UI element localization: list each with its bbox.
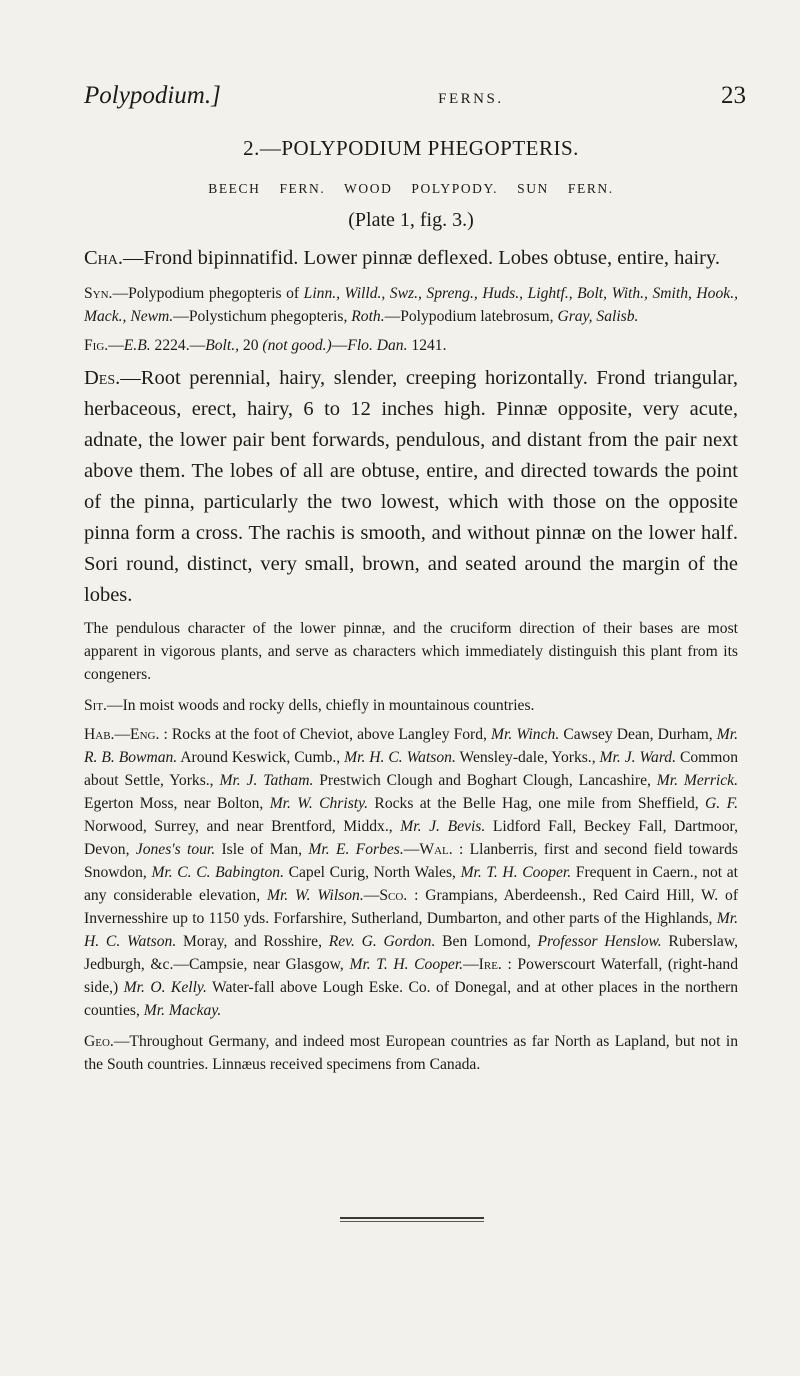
hab-collector: Mr. T. H. Cooper. <box>460 864 572 881</box>
note-paragraph: The pendulous character of the lower pinnæ, and the cruciform direction of their bases are most apparent in vigorous plants, and serve as characters which immediately distinguish this plant from its congeners. <box>84 620 738 683</box>
geo-label: Geo. <box>84 1033 114 1050</box>
synonyms-paragraph <box>84 282 738 328</box>
des-label: Des. <box>84 367 121 389</box>
hab-text: Prestwich Clough and Boghart Clough, Lancashire, <box>313 772 657 789</box>
syn-label: Syn. <box>84 285 113 302</box>
hab-text: : Llanberris, first and second field towards Snowdon, <box>84 841 738 881</box>
plate-reference: (Plate 1, fig. 3.) <box>348 209 474 231</box>
hab-collector: Mr. Mackay. <box>143 1002 222 1019</box>
hab-collector: Mr. H. C. Watson. <box>84 910 738 950</box>
hab-collector: Mr. J. Tatham. <box>219 772 314 789</box>
fig-ref-4: Flo. Dan. <box>347 337 408 354</box>
page-number: 23 <box>720 82 746 109</box>
hab-text: Common about Settle, Yorks., <box>84 749 739 789</box>
syn-authorities-1: Linn., Willd., Swz., Spreng., Huds., Lightf., Bolt, With., Smith, Hook., Mack., Newm. <box>84 285 738 325</box>
page-body <box>84 136 738 1076</box>
hab-text: Frequent in Caern., not at any considerable elevation, <box>84 864 738 904</box>
hab-collector: Jones's tour. <box>135 841 216 858</box>
sit-label: Sit. <box>84 697 107 714</box>
fig-text-2: 2224.— <box>150 337 206 354</box>
hab-collector: Rev. G. Gordon. <box>328 933 436 950</box>
hab-text: Water-fall above Lough Eske. Co. of Donegal, and at other places in the northern counties, <box>84 979 738 1019</box>
sco-label: Sco. <box>379 887 408 904</box>
hab-text: Wensley-dale, Yorks., <box>455 749 600 766</box>
hab-text: Ruberslaw, Jedburgh, &c.—Campsie, near Glasgow, <box>84 933 738 973</box>
hab-collector: Mr. W. Christy. <box>269 795 369 812</box>
hab-collector: Mr. Merrick. <box>656 772 739 789</box>
common-names: BEECH FERN. WOOD POLYPODY. SUN FERN. <box>208 181 614 196</box>
hab-text: Cawsey Dean, Durham, <box>559 726 717 743</box>
hab-collector: Professor Henslow. <box>537 933 662 950</box>
syn-authorities-3: Gray, Salisb. <box>557 308 639 325</box>
fig-ref-3: (not good.) <box>262 337 332 354</box>
des-text: —Root perennial, hairy, slender, creeping horizontally. Frond triangular, herbaceous, erect, hairy, 6 to 12 inches high. Pinnæ opposite, very acute, adnate, the lower pair bent forwards, pendulous, and distant from the pair next above them. The lobes of all are obtuse, entire, and directed towards the point of the pinna, particularly the two lowest, which with those on the opposite pinna form a cross. The rachis is smooth, and without pinnæ on the lower half. Sori round, distinct, very small, brown, and seated around the margin of the lobes. <box>84 367 738 606</box>
end-rule <box>340 1217 484 1219</box>
hab-text: Ben Lomond, <box>435 933 538 950</box>
hab-label: Hab. <box>84 726 115 743</box>
cha-label: Cha. <box>84 247 124 269</box>
running-section: FERNS. <box>438 91 504 107</box>
syn-text-1: —Polypodium phegopteris of <box>112 285 304 302</box>
hab-text: Capel Curig, North Wales, <box>283 864 461 881</box>
hab-text: Rocks at the Belle Hag, one mile from Sheffield, <box>368 795 706 812</box>
fig-ref-2: Bolt., <box>205 337 240 354</box>
fig-label: Fig. <box>84 337 109 354</box>
hab-text: Around Keswick, Cumb., <box>177 749 345 766</box>
hab-collector: Mr. Winch. <box>491 726 560 743</box>
hab-collector: G. F. <box>705 795 738 812</box>
hab-text: Moray, and Rosshire, <box>176 933 329 950</box>
geo-text: —Throughout Germany, and indeed most European countries as far North as Lapland, but not in the South countries. Linnæus received specimens from Canada. <box>84 1033 738 1073</box>
hab-text: Egerton Moss, near Bolton, <box>84 795 270 812</box>
fig-text-3: 20 <box>239 337 263 354</box>
fig-text-1: — <box>108 337 124 354</box>
fig-text-4: — <box>331 337 348 354</box>
syn-authorities-2: Roth. <box>351 308 385 325</box>
cha-text: —Frond bipinnatifid. Lower pinnæ deflexed. Lobes obtuse, entire, hairy. <box>123 247 721 269</box>
fig-ref-1: E.B. <box>123 337 151 354</box>
situation-paragraph <box>84 694 738 717</box>
character-paragraph <box>84 243 738 274</box>
page-header <box>84 82 746 116</box>
hab-text: Norwood, Surrey, and near Brentford, Middx., <box>84 818 401 835</box>
hab-text: : Powerscourt Waterfall, (right-hand side,) <box>84 956 738 996</box>
sit-text: —In moist woods and rocky dells, chiefly in mountainous countries. <box>106 697 535 714</box>
description-paragraph <box>84 363 738 611</box>
hab-text: : Grampians, Aberdeensh., Red Caird Hill, W. of Invernesshire up to 1150 yds. Forfarshire, Sutherland, Dumbarton, and other parts of the Highlands, <box>84 887 739 927</box>
ire-label: Ire. <box>478 956 502 973</box>
hab-collector: Mr. C. C. Babington. <box>151 864 284 881</box>
end-rule-thin <box>340 1221 484 1222</box>
geography-paragraph <box>84 1030 738 1076</box>
hab-text: Isle of Man, <box>215 841 309 858</box>
hab-collector: Mr. J. Ward. <box>599 749 677 766</box>
hab-text: : Rocks at the foot of Cheviot, above Langley Ford, <box>159 726 492 743</box>
running-head: Polypodium.] <box>84 82 221 109</box>
hab-collector: Mr. W. Wilson. <box>266 887 364 904</box>
syn-text-2: —Polystichum phegopteris, <box>173 308 352 325</box>
fig-text-5: 1241. <box>407 337 447 354</box>
hab-collector: Mr. J. Bevis. <box>400 818 486 835</box>
syn-text-3: —Polypodium latebrosum, <box>384 308 558 325</box>
species-title: 2.—POLYPODIUM PHEGOPTERIS. <box>243 136 579 160</box>
hab-collector: Mr. O. Kelly. <box>123 979 207 996</box>
wal-label: Wal. <box>419 841 453 858</box>
eng-label: Eng. <box>130 726 160 743</box>
hab-collector: Mr. E. Forbes. <box>308 841 404 858</box>
hab-collector: Mr. H. C. Watson. <box>344 749 456 766</box>
hab-text: Lidford Fall, Beckey Fall, Dartmoor, Devon, <box>84 818 738 858</box>
hab-collector: Mr. R. B. Bowman. <box>84 726 738 766</box>
figures-paragraph <box>84 334 738 357</box>
hab-collector: Mr. T. H. Cooper. <box>349 956 464 973</box>
habitat-paragraph: Hab.—Eng. : Rocks at the foot of Cheviot, above Langley Ford, Mr. Winch. Cawsey Dean, Durham, Mr. R. B. Bowman. Around Keswick, Cumb., Mr. H. C. Watson. Wensley-dale, Yorks., Mr. J. Ward. Common about Settle, Yorks., Mr. J. Tatham. Prestwich Clough and Boghart Clough, Lancashire, Mr. Merrick. Egerton Moss, near Bolton, Mr. W. Christy. Rocks at the Belle Hag, one mile from Sheffield, G. F. Norwood, Surrey, and near Brentford, Middx., Mr. J. Bevis. Lidford Fall, Beckey Fall, Dartmoor, Devon, Jones's tour. Isle of Man, Mr. E. Forbes.—Wal. : Llanberris, first and second field towards Snowdon, Mr. C. C. Babington. Capel Curig, North Wales, Mr. T. H. Cooper. Frequent in Caern., not at any considerable elevation, Mr. W. Wilson.—Sco. : Grampians, Aberdeensh., Red Caird Hill, W. of Invernesshire up to 1150 yds. Forfarshire, Sutherland, Dumbarton, and other parts of the Highlands, Mr. H. C. Watson. Moray, and Rosshire, Rev. G. Gordon. Ben Lomond, Professor Henslow. Ruberslaw, Jedburgh, &c.—Campsie, near Glasgow, Mr. T. H. Cooper.—Ire. : Powerscourt Waterfall, (right-hand side,) Mr. O. Kelly. Water-fall above Lough Eske. Co. of Donegal, and at other places in the northern counties, Mr. Mackay. <box>84 726 739 1019</box>
